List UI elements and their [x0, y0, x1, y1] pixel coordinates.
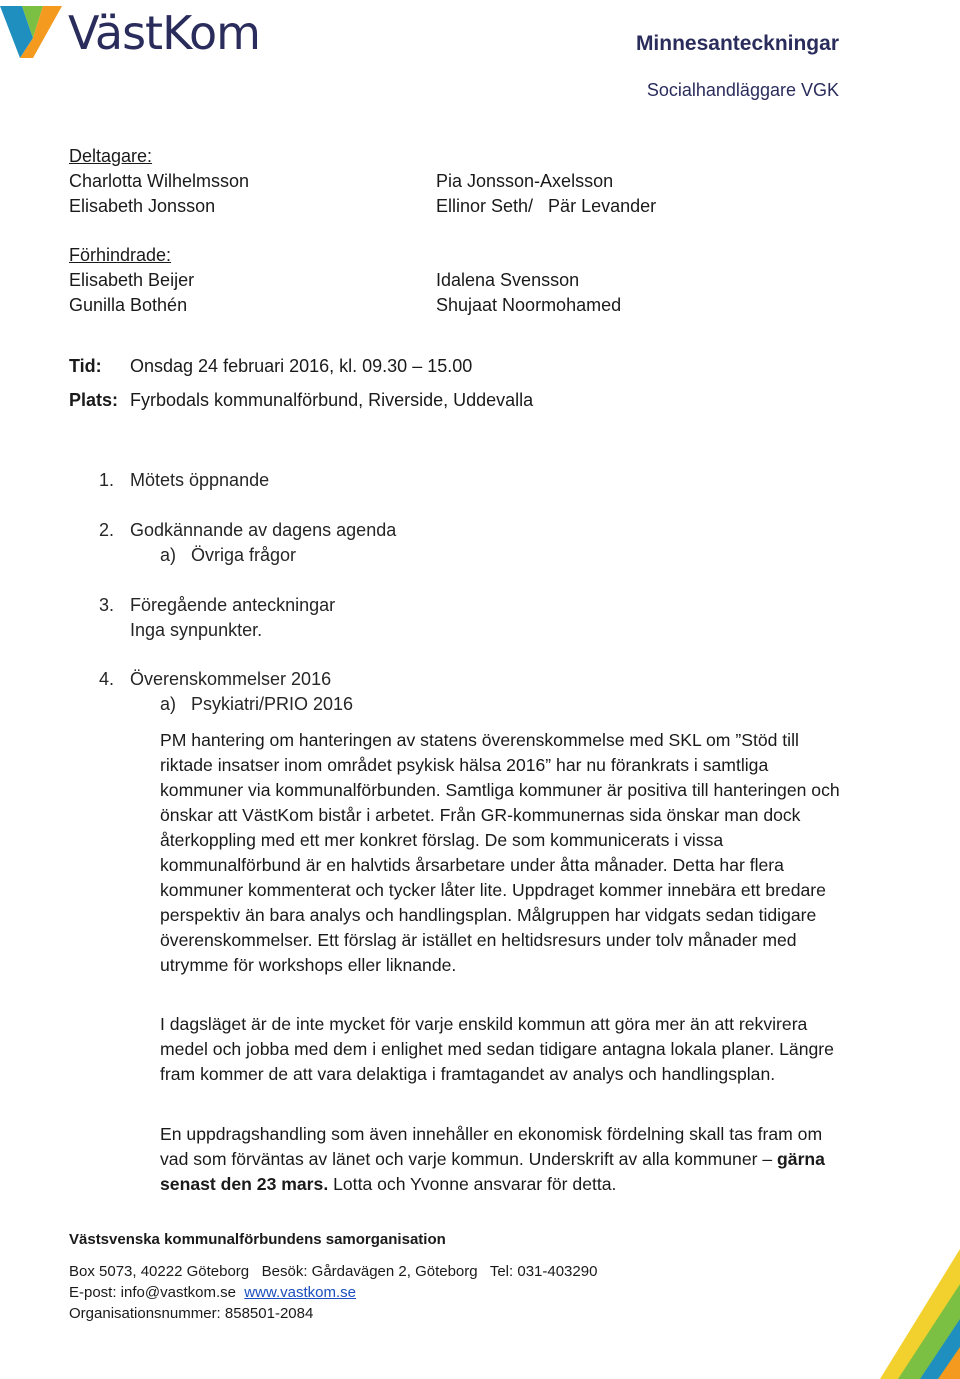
- absent-name: Elisabeth Beijer: [69, 270, 195, 290]
- agenda-number: 2.: [99, 520, 115, 540]
- place-label: Plats:: [69, 390, 119, 410]
- absent-name: Idalena Svensson: [436, 270, 580, 290]
- document-subtitle: Socialhandläggare VGK: [646, 80, 839, 100]
- paragraph-text: PM hantering om hanteringen av statens överenskommelse med SKL om ”Stöd till riktade insatser inom området psykisk hälsa 2016” har nu förankrats i samtliga kommuner via kommunalförbunden. Samtliga kommuner är positiva till hanteringen och önskar att VästKom bistår i arbetet. Från GR-kommunernas sida önskar man dock återkoppling med ett mer konkret förslag. De som kommunicerats i vissa kommunalförbund är en halvtids årsarbetare under åtta månader. Detta har flera kommuner kommenterat och tycker låter lite. Uppdraget kommer innebära ett bredare perspektiv än bara analys och handlingsplan. Målgruppen har vidgats sedan tidigare överenskommelser. Ett förslag är istället en heltidsresurs under tolv månader med utrymme för workshops eller liknande.: [160, 730, 840, 975]
- body-paragraph-3: [160, 1122, 840, 1197]
- agenda-number: 4.: [99, 669, 115, 689]
- paragraph-text: I dagsläget är de inte mycket för varje enskild kommun att göra mer än att rekvirera medel och jobba med dem i enlighet med sedan tidigare antagna lokala planer. Längre fram kommer de att vara delaktiga i framtagandet av analys och handlingsplan.: [160, 1014, 834, 1084]
- participants-heading: Deltagare:: [69, 146, 153, 166]
- logo-wordmark: VästKom: [68, 6, 260, 60]
- footer-email: E-post: info@vastkom.se: [69, 1284, 245, 1301]
- agenda-subitem: Övriga frågor: [191, 545, 297, 565]
- paragraph-text: En uppdragshandling som även innehåller en ekonomisk fördelning skall tas fram om vad som förväntas av länet och varje kommun. Underskrift av alla kommuner –: [160, 1124, 823, 1169]
- body-paragraph-2: [160, 1012, 840, 1087]
- corner-decoration: [820, 1249, 960, 1379]
- footer-orgnr: Organisationsnummer: 858501-2084: [69, 1305, 314, 1322]
- agenda-item: Överenskommelser 2016: [130, 669, 332, 689]
- footer-org-name: Västsvenska kommunalförbundens samorganisation: [69, 1231, 446, 1248]
- agenda-item: Föregående anteckningar: [130, 595, 336, 615]
- absent-name: Shujaat Noormohamed: [436, 295, 622, 315]
- participant-name: Ellinor Seth/ Pär Levander: [436, 196, 657, 216]
- agenda-note: Inga synpunkter.: [130, 620, 263, 640]
- paragraph-text: Lotta och Yvonne ansvarar för detta.: [328, 1174, 617, 1194]
- time-value: Onsdag 24 februari 2016, kl. 09.30 – 15.00: [130, 356, 473, 376]
- absent-name: Gunilla Bothén: [69, 295, 188, 315]
- agenda-item: Mötets öppnande: [130, 470, 270, 490]
- agenda-subnumber: a): [160, 694, 177, 714]
- absent-heading: Förhindrade:: [69, 245, 172, 265]
- document-title: Minnesanteckningar: [635, 32, 839, 55]
- participant-name: Charlotta Wilhelmsson: [69, 171, 250, 191]
- footer-website-link[interactable]: www.vastkom.se: [244, 1284, 356, 1301]
- agenda-number: 3.: [99, 595, 115, 615]
- agenda-subnumber: a): [160, 545, 177, 565]
- body-paragraph-1: [160, 728, 840, 978]
- agenda-number: 1.: [99, 470, 115, 490]
- participant-name: Pia Jonsson-Axelsson: [436, 171, 614, 191]
- footer-contact: [69, 1282, 356, 1303]
- place-value: Fyrbodals kommunalförbund, Riverside, Uddevalla: [130, 390, 534, 410]
- deadline-text: gärna senast den 23 mars.: [160, 1149, 825, 1194]
- footer-address: Box 5073, 40222 Göteborg Besök: Gårdavägen 2, Göteborg Tel: 031-403290: [69, 1263, 598, 1280]
- time-label: Tid:: [69, 356, 102, 376]
- agenda-item: Godkännande av dagens agenda: [130, 520, 397, 540]
- agenda-subitem: Psykiatri/PRIO 2016: [191, 694, 354, 714]
- participant-name: Elisabeth Jonsson: [69, 196, 216, 216]
